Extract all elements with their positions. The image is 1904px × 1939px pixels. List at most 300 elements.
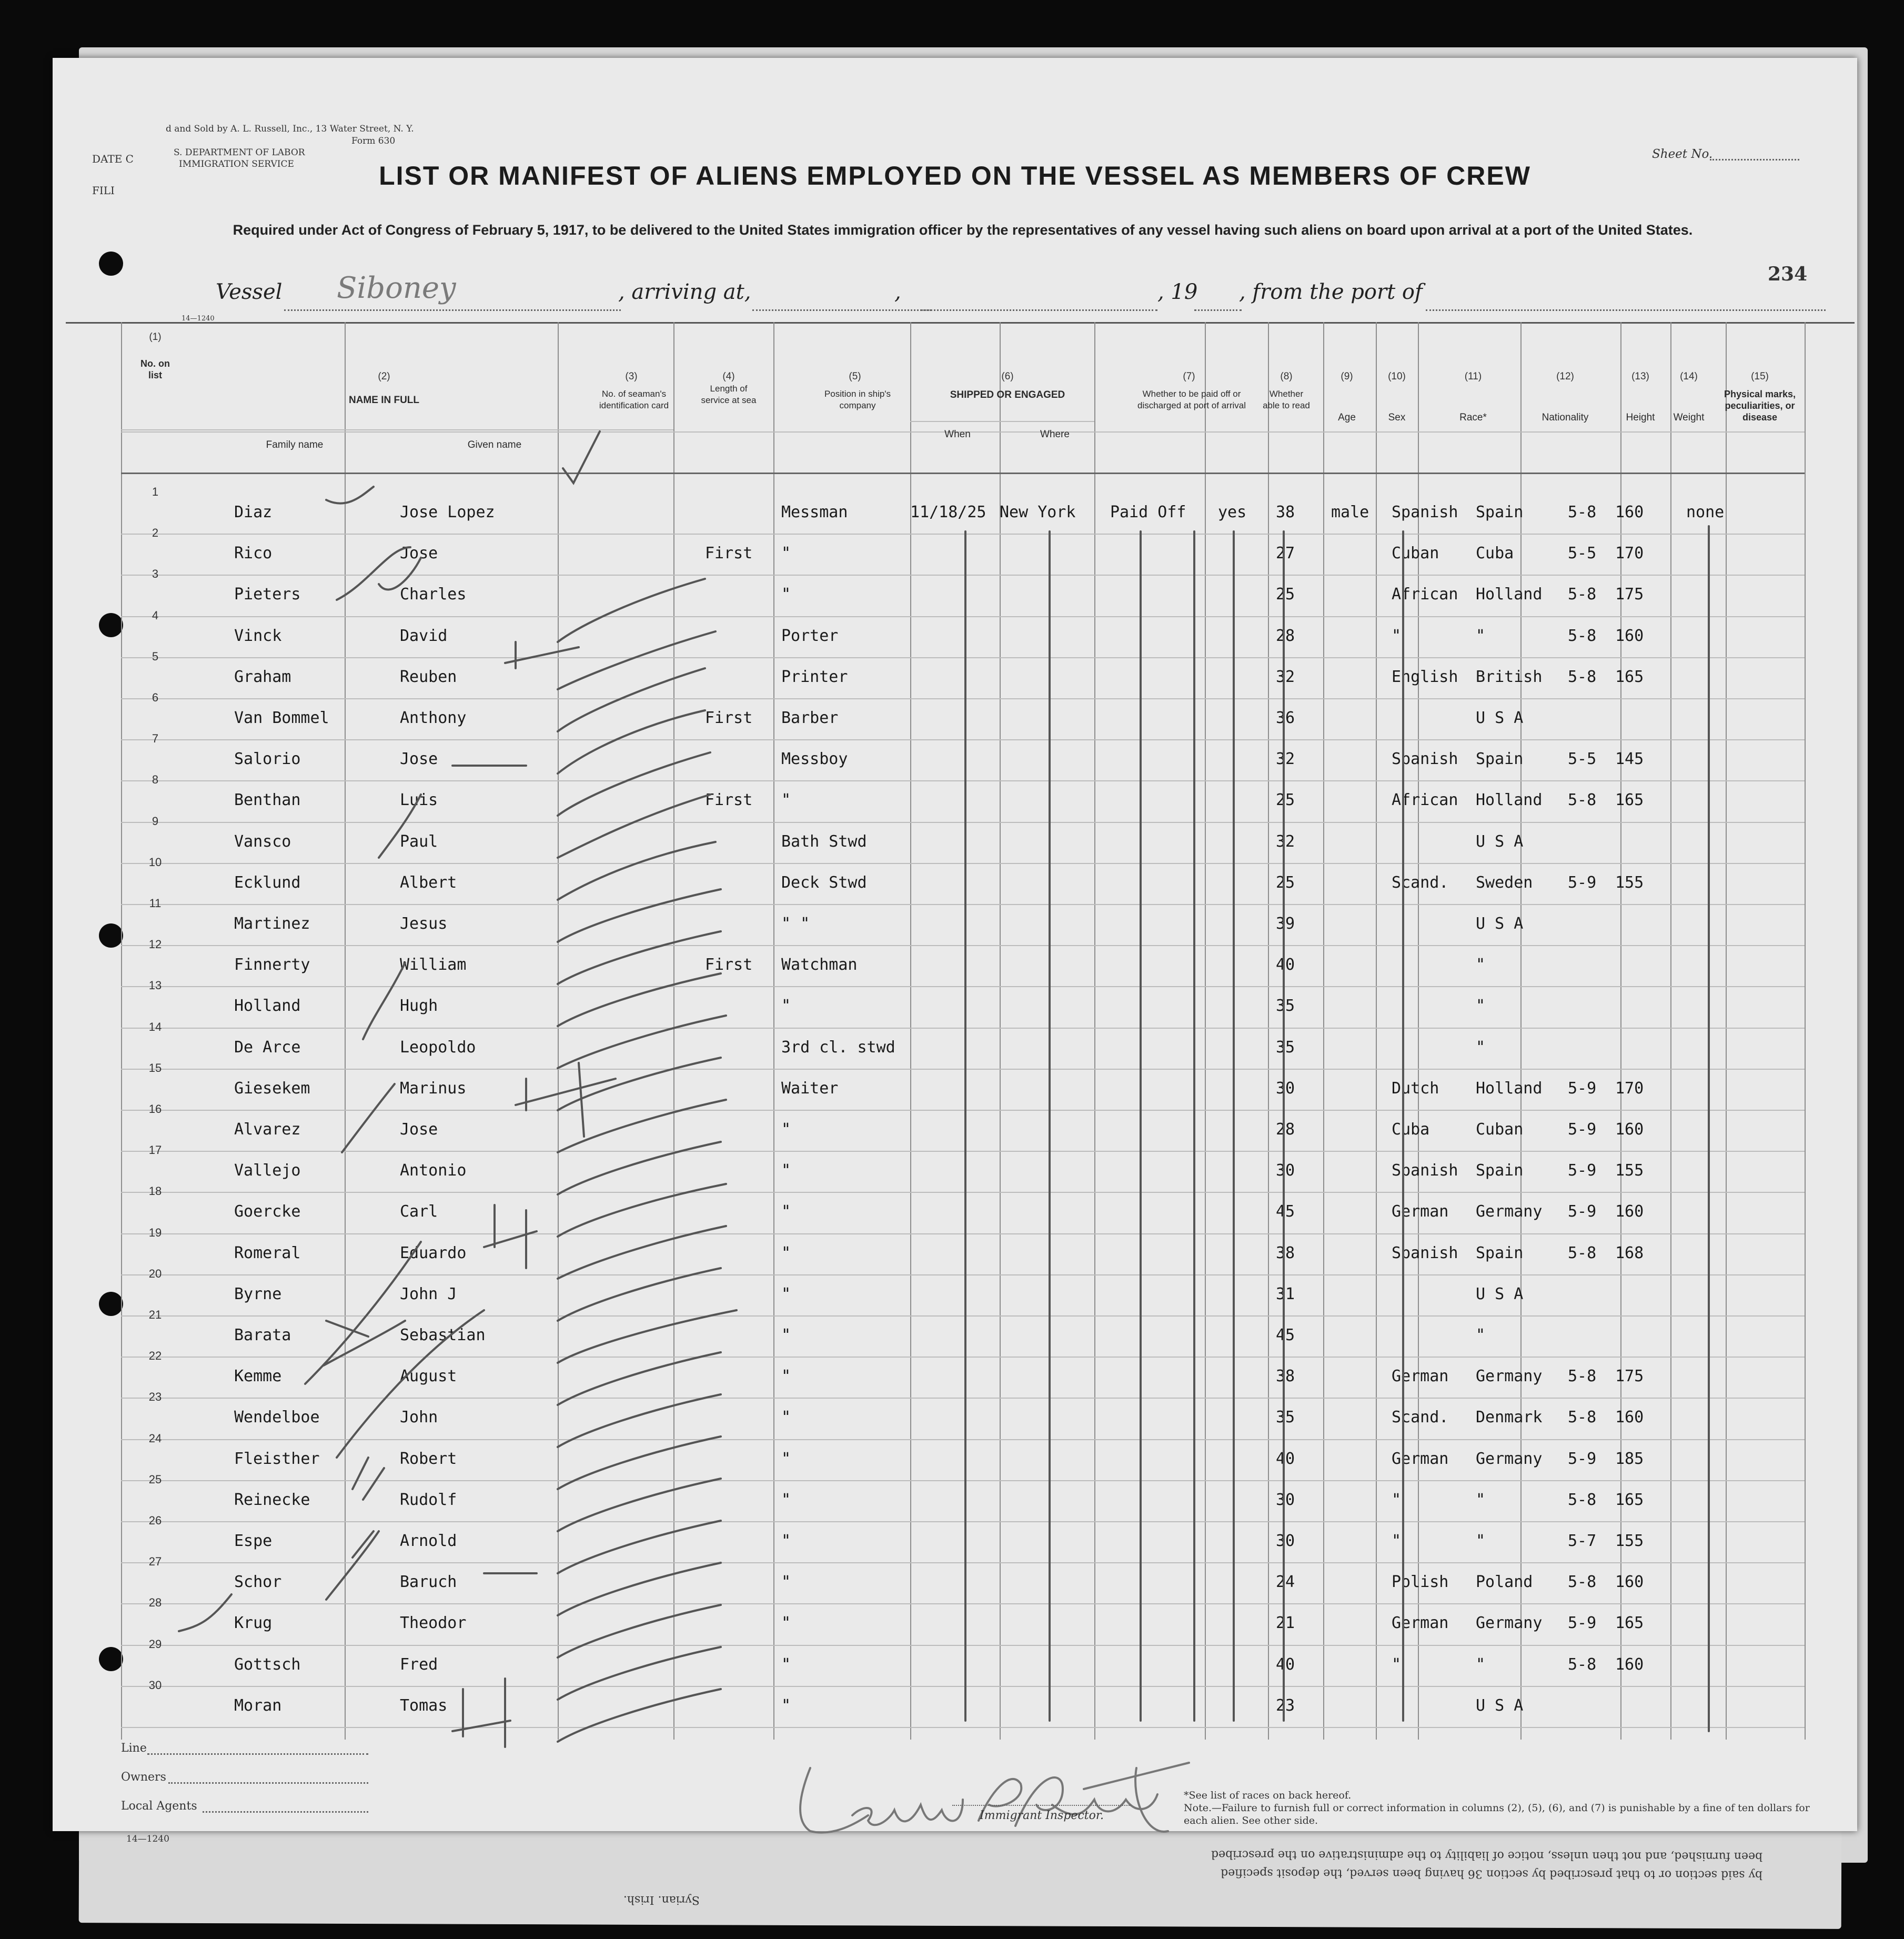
cell-nationality: " bbox=[1476, 626, 1486, 645]
cell-race: " bbox=[1392, 626, 1402, 645]
pencil-annotations bbox=[53, 58, 1857, 1831]
cell-family: Graham bbox=[234, 667, 291, 686]
cell-no: 16 bbox=[148, 1102, 162, 1116]
col-6-num: (6) bbox=[1001, 371, 1014, 382]
cell-position: " bbox=[781, 1284, 791, 1303]
publisher-line: d and Sold by A. L. Russell, Inc., 13 Water Street, N. Y. bbox=[166, 124, 414, 134]
cell-age: 30 bbox=[1276, 1532, 1295, 1550]
cell-nationality: Cuban bbox=[1476, 1120, 1524, 1139]
comma-sep: , bbox=[894, 280, 901, 304]
cell-race: " bbox=[1392, 1490, 1402, 1509]
cell-height: 5-5 bbox=[1568, 544, 1597, 563]
cell-race: Scand. bbox=[1392, 1408, 1449, 1427]
reverse-text-line-2: by said section or to that prescribed by section 36 having been served, the deposit specified bbox=[1221, 1866, 1763, 1882]
manifest-page bbox=[53, 58, 1857, 1844]
col-8-num: (8) bbox=[1280, 371, 1293, 382]
service-line: IMMIGRATION SERVICE bbox=[179, 159, 294, 169]
cell-position: " bbox=[781, 1367, 791, 1386]
page-number: 234 bbox=[1768, 263, 1808, 285]
cell-position: " bbox=[781, 1655, 791, 1674]
cell-position: Messman bbox=[781, 503, 848, 521]
form-code-top: 14—1240 bbox=[182, 315, 215, 323]
cell-age: 40 bbox=[1276, 956, 1295, 974]
cell-family: Salorio bbox=[234, 750, 301, 769]
col-13-num: (13) bbox=[1631, 371, 1649, 382]
cell-paid: Paid Off bbox=[1110, 503, 1186, 521]
col-5-num: (5) bbox=[849, 371, 861, 382]
cell-no: 12 bbox=[148, 938, 162, 951]
cell-age: 38 bbox=[1276, 1243, 1295, 1262]
col-12-num: (12) bbox=[1556, 371, 1574, 382]
vessel-name: Siboney bbox=[337, 271, 456, 305]
cell-age: 25 bbox=[1276, 873, 1295, 892]
cell-position: " bbox=[781, 1573, 791, 1592]
col-14-num: (14) bbox=[1680, 371, 1698, 382]
col-9-num: (9) bbox=[1341, 371, 1353, 382]
cell-service: First bbox=[705, 709, 753, 727]
cell-nationality: U S A bbox=[1476, 832, 1524, 851]
cell-weight: 170 bbox=[1615, 1079, 1644, 1098]
col-4-num: (4) bbox=[722, 371, 735, 382]
cell-given: August bbox=[400, 1367, 457, 1386]
col-8-label: Whether able to read bbox=[1263, 389, 1310, 410]
reverse-text-words: Syrian. Irish. bbox=[623, 1893, 700, 1907]
cell-family: Goercke bbox=[234, 1202, 301, 1221]
reverse-text-line-1: been furnished, and not then unless, notice of liability to the administrative on the prescribed bbox=[1211, 1847, 1763, 1863]
cell-no: 25 bbox=[148, 1472, 162, 1486]
cell-given: Rudolf bbox=[400, 1490, 457, 1509]
cell-position: Deck Stwd bbox=[781, 873, 867, 892]
cell-weight: 160 bbox=[1615, 1573, 1644, 1592]
cell-height: 5-9 bbox=[1568, 1161, 1597, 1180]
cell-nationality: U S A bbox=[1476, 1284, 1524, 1303]
cell-nationality: Poland bbox=[1476, 1573, 1533, 1592]
cell-race: " bbox=[1392, 1655, 1402, 1674]
cell-nationality: U S A bbox=[1476, 1696, 1524, 1715]
cell-given: Sebastian bbox=[400, 1326, 486, 1344]
vessel-label: Vessel bbox=[216, 280, 283, 304]
cell-family: Espe bbox=[234, 1532, 273, 1550]
col-3-num: (3) bbox=[625, 371, 638, 382]
cell-marks: none bbox=[1686, 503, 1725, 521]
cell-nationality: " bbox=[1476, 1655, 1486, 1674]
cell-no: 8 bbox=[152, 773, 159, 787]
line-field bbox=[147, 1753, 368, 1755]
cell-height: 5-7 bbox=[1568, 1532, 1597, 1550]
cell-age: 32 bbox=[1276, 667, 1295, 686]
cell-height: 5-9 bbox=[1568, 1202, 1597, 1221]
cell-given: Reuben bbox=[400, 667, 457, 686]
col-1-num: (1) bbox=[149, 331, 162, 343]
cell-age: 40 bbox=[1276, 1449, 1295, 1468]
cell-position: " bbox=[781, 1449, 791, 1468]
col-14-label: Weight bbox=[1673, 412, 1705, 423]
cell-nationality: " bbox=[1476, 1038, 1486, 1057]
given-name-header: Given name bbox=[467, 439, 522, 450]
cell-nationality: " bbox=[1476, 956, 1486, 974]
cell-given: Jesus bbox=[400, 915, 448, 933]
cell-no: 18 bbox=[148, 1184, 162, 1198]
cell-race: Spanish bbox=[1392, 1243, 1458, 1262]
cell-race: German bbox=[1392, 1367, 1449, 1386]
cell-age: 32 bbox=[1276, 750, 1295, 769]
cell-family: Schor bbox=[234, 1573, 282, 1592]
cell-family: Byrne bbox=[234, 1284, 282, 1303]
cell-no: 22 bbox=[148, 1349, 162, 1363]
cell-family: Moran bbox=[234, 1696, 282, 1715]
cell-position: Printer bbox=[781, 667, 848, 686]
cell-no: 21 bbox=[148, 1308, 162, 1321]
cell-nationality: U S A bbox=[1476, 915, 1524, 933]
cell-race: African bbox=[1392, 791, 1458, 810]
where-header: Where bbox=[1040, 429, 1070, 440]
stamp-date: DATE C bbox=[92, 153, 134, 165]
col-15-label: Physical marks, peculiarities, or disease bbox=[1724, 389, 1796, 423]
cell-position: Porter bbox=[781, 626, 839, 645]
cell-race: English bbox=[1392, 667, 1458, 686]
col-15-num: (15) bbox=[1751, 371, 1769, 382]
cell-no: 6 bbox=[152, 691, 159, 704]
cell-family: Kemme bbox=[234, 1367, 282, 1386]
cell-nationality: Germany bbox=[1476, 1449, 1543, 1468]
cell-weight: 165 bbox=[1615, 667, 1644, 686]
cell-family: Giesekem bbox=[234, 1079, 310, 1098]
cell-no: 28 bbox=[148, 1596, 162, 1610]
cell-given: Anthony bbox=[400, 709, 467, 727]
cell-age: 28 bbox=[1276, 626, 1295, 645]
cell-family: Diaz bbox=[234, 503, 273, 521]
col-1-label: No. on list bbox=[140, 358, 170, 380]
cell-given: Fred bbox=[400, 1655, 438, 1674]
cell-race: Spanish bbox=[1392, 1161, 1458, 1180]
cell-height: 5-8 bbox=[1568, 503, 1597, 521]
cell-given: Hugh bbox=[400, 997, 438, 1016]
cell-where: New York bbox=[1000, 503, 1076, 521]
cell-family: Fleisther bbox=[234, 1449, 320, 1468]
arriving-label: , arriving at, bbox=[618, 280, 751, 304]
cell-height: 5-8 bbox=[1568, 626, 1597, 645]
cell-position: " bbox=[781, 1490, 791, 1509]
cell-family: Ecklund bbox=[234, 873, 301, 892]
cell-position: " bbox=[781, 997, 791, 1016]
cell-nationality: " bbox=[1476, 1532, 1486, 1550]
cell-nationality: Germany bbox=[1476, 1614, 1543, 1633]
cell-weight: 165 bbox=[1615, 1614, 1644, 1633]
cell-no: 13 bbox=[148, 979, 162, 992]
col-3-label: No. of seaman's identification card bbox=[599, 389, 669, 410]
cell-age: 24 bbox=[1276, 1573, 1295, 1592]
cell-no: 2 bbox=[152, 526, 159, 540]
department-line: S. DEPARTMENT OF LABOR bbox=[174, 147, 305, 158]
cell-age: 38 bbox=[1276, 503, 1295, 521]
cell-race: Polish bbox=[1392, 1573, 1449, 1592]
cell-no: 24 bbox=[148, 1431, 162, 1445]
cell-no: 11 bbox=[149, 897, 162, 910]
cell-race: Cuban bbox=[1392, 544, 1439, 563]
cell-family: Alvarez bbox=[234, 1120, 301, 1139]
cell-nationality: Holland bbox=[1476, 585, 1543, 604]
cell-age: 45 bbox=[1276, 1202, 1295, 1221]
cell-family: Holland bbox=[234, 997, 301, 1016]
col-6-label: SHIPPED OR ENGAGED bbox=[950, 389, 1065, 400]
cell-nationality: " bbox=[1476, 1490, 1486, 1509]
cell-nationality: Cuba bbox=[1476, 544, 1514, 563]
cell-nationality: " bbox=[1476, 997, 1486, 1016]
form-number: Form 630 bbox=[351, 136, 396, 146]
cell-height: 5-9 bbox=[1568, 1614, 1597, 1633]
local-agents-label: Local Agents bbox=[121, 1800, 197, 1813]
cell-nationality: British bbox=[1476, 667, 1543, 686]
cell-age: 36 bbox=[1276, 709, 1295, 727]
cell-family: Barata bbox=[234, 1326, 291, 1344]
owners-field bbox=[168, 1782, 368, 1784]
cell-height: 5-8 bbox=[1568, 1573, 1597, 1592]
cell-height: 5-8 bbox=[1568, 791, 1597, 810]
cell-race: Scand. bbox=[1392, 873, 1449, 892]
cell-no: 23 bbox=[148, 1390, 162, 1404]
cell-family: De Arce bbox=[234, 1038, 301, 1057]
cell-given: Jose Lopez bbox=[400, 503, 495, 521]
cell-no: 26 bbox=[148, 1514, 162, 1527]
cell-given: Robert bbox=[400, 1449, 457, 1468]
cell-race: Spanish bbox=[1392, 750, 1458, 769]
cell-age: 32 bbox=[1276, 832, 1295, 851]
cell-given: John bbox=[400, 1408, 438, 1427]
cell-position: " bbox=[781, 1243, 791, 1262]
cell-family: Vallejo bbox=[234, 1161, 301, 1180]
cell-nationality: U S A bbox=[1476, 709, 1524, 727]
cell-given: Luis bbox=[400, 791, 438, 810]
cell-family: Van Bommel bbox=[234, 709, 329, 727]
cell-age: 23 bbox=[1276, 1696, 1295, 1715]
cell-race: African bbox=[1392, 585, 1458, 604]
col-7-num: (7) bbox=[1183, 371, 1195, 382]
race-note: *See list of races on back hereof. bbox=[1184, 1790, 1352, 1801]
cell-weight: 160 bbox=[1615, 1655, 1644, 1674]
cell-given: Jose bbox=[400, 750, 438, 769]
cell-nationality: Denmark bbox=[1476, 1408, 1543, 1427]
cell-position: " " bbox=[781, 915, 810, 933]
col-10-num: (10) bbox=[1388, 371, 1406, 382]
cell-age: 21 bbox=[1276, 1614, 1295, 1633]
col-9-label: Age bbox=[1338, 412, 1356, 423]
inspector-label: Immigrant Inspector. bbox=[952, 1805, 1131, 1822]
cell-given: Albert bbox=[400, 873, 457, 892]
cell-nationality: Germany bbox=[1476, 1202, 1543, 1221]
cell-position: 3rd cl. stwd bbox=[781, 1038, 895, 1057]
cell-given: Tomas bbox=[400, 1696, 448, 1715]
cell-nationality: Spain bbox=[1476, 503, 1524, 521]
cell-given: Jose bbox=[400, 1120, 438, 1139]
cell-age: 28 bbox=[1276, 1120, 1295, 1139]
cell-given: Eduardo bbox=[400, 1243, 467, 1262]
cell-height: 5-8 bbox=[1568, 1367, 1597, 1386]
cell-race: " bbox=[1392, 1532, 1402, 1550]
cell-weight: 160 bbox=[1615, 626, 1644, 645]
cell-weight: 160 bbox=[1615, 503, 1644, 521]
cell-read: yes bbox=[1218, 503, 1247, 521]
cell-age: 25 bbox=[1276, 585, 1295, 604]
col-2-label: NAME IN FULL bbox=[348, 395, 420, 406]
cell-family: Gottsch bbox=[234, 1655, 301, 1674]
cell-age: 35 bbox=[1276, 997, 1295, 1016]
cell-weight: 165 bbox=[1615, 791, 1644, 810]
cell-age: 30 bbox=[1276, 1490, 1295, 1509]
cell-family: Pieters bbox=[234, 585, 301, 604]
cell-position: Watchman bbox=[781, 956, 858, 974]
cell-family: Vansco bbox=[234, 832, 291, 851]
cell-family: Vinck bbox=[234, 626, 282, 645]
family-name-header: Family name bbox=[266, 439, 324, 450]
cell-weight: 155 bbox=[1615, 1161, 1644, 1180]
cell-position: " bbox=[781, 544, 791, 563]
cell-no: 17 bbox=[148, 1143, 162, 1157]
col-13-label: Height bbox=[1626, 412, 1655, 423]
cell-no: 29 bbox=[148, 1637, 162, 1651]
cell-weight: 145 bbox=[1615, 750, 1644, 769]
cell-age: 30 bbox=[1276, 1079, 1295, 1098]
cell-height: 5-9 bbox=[1568, 1079, 1597, 1098]
col-5-label: Position in ship's company bbox=[824, 389, 891, 410]
cell-position: Messboy bbox=[781, 750, 848, 769]
col-11-label: Race* bbox=[1459, 412, 1487, 423]
col-7-label: Whether to be paid off or discharged at port of arrival bbox=[1137, 389, 1246, 410]
cell-service: First bbox=[705, 791, 753, 810]
cell-age: 40 bbox=[1276, 1655, 1295, 1674]
stamp-fil: FILI bbox=[92, 184, 115, 197]
cell-no: 14 bbox=[148, 1020, 162, 1033]
cell-sex: male bbox=[1331, 503, 1369, 521]
cell-given: Theodor bbox=[400, 1614, 467, 1633]
cell-race: German bbox=[1392, 1614, 1449, 1633]
cell-family: Martinez bbox=[234, 915, 310, 933]
cell-age: 38 bbox=[1276, 1367, 1295, 1386]
cell-race: German bbox=[1392, 1202, 1449, 1221]
line-label: Line bbox=[121, 1742, 147, 1755]
cell-position: " bbox=[781, 791, 791, 810]
cell-no: 20 bbox=[148, 1267, 162, 1280]
cell-age: 39 bbox=[1276, 915, 1295, 933]
cell-no: 1 bbox=[152, 485, 159, 498]
cell-service: First bbox=[705, 956, 753, 974]
col-2-num: (2) bbox=[378, 371, 390, 382]
cell-nationality: Holland bbox=[1476, 1079, 1543, 1098]
cell-height: 5-9 bbox=[1568, 873, 1597, 892]
cell-no: 10 bbox=[148, 855, 162, 869]
form-code-bottom: 14—1240 bbox=[126, 1834, 169, 1844]
cell-no: 30 bbox=[148, 1678, 162, 1692]
page-title: LIST OR MANIFEST OF ALIENS EMPLOYED ON THE VESSEL AS MEMBERS OF CREW bbox=[379, 161, 1531, 190]
col-12-label: Nationality bbox=[1542, 412, 1589, 423]
owners-label: Owners bbox=[121, 1771, 166, 1784]
cell-no: 9 bbox=[152, 814, 159, 828]
cell-height: 5-8 bbox=[1568, 585, 1597, 604]
cell-weight: 175 bbox=[1615, 585, 1644, 604]
cell-height: 5-9 bbox=[1568, 1120, 1597, 1139]
cell-position: " bbox=[781, 1161, 791, 1180]
cell-height: 5-8 bbox=[1568, 1655, 1597, 1674]
cell-height: 5-8 bbox=[1568, 1408, 1597, 1427]
col-10-label: Sex bbox=[1388, 412, 1406, 423]
cell-nationality: Sweden bbox=[1476, 873, 1533, 892]
cell-no: 19 bbox=[148, 1225, 162, 1239]
cell-height: 5-8 bbox=[1568, 667, 1597, 686]
local-agents-field bbox=[203, 1811, 368, 1813]
cell-position: " bbox=[781, 1532, 791, 1550]
cell-position: " bbox=[781, 1120, 791, 1139]
cell-weight: 160 bbox=[1615, 1202, 1644, 1221]
cell-family: Rico bbox=[234, 544, 273, 563]
cell-position: " bbox=[781, 1326, 791, 1344]
cell-position: " bbox=[781, 585, 791, 604]
cell-when: 11/18/25 bbox=[910, 503, 986, 521]
cell-weight: 160 bbox=[1615, 1408, 1644, 1427]
cell-given: Baruch bbox=[400, 1573, 457, 1592]
cell-given: Paul bbox=[400, 832, 438, 851]
cell-nationality: Spain bbox=[1476, 1243, 1524, 1262]
cell-weight: 185 bbox=[1615, 1449, 1644, 1468]
cell-age: 27 bbox=[1276, 544, 1295, 563]
cell-nationality: Germany bbox=[1476, 1367, 1543, 1386]
cell-given: Leopoldo bbox=[400, 1038, 476, 1057]
cell-age: 31 bbox=[1276, 1284, 1295, 1303]
col-4-label: Length of service at sea bbox=[701, 384, 757, 405]
cell-race: German bbox=[1392, 1449, 1449, 1468]
cell-no: 4 bbox=[152, 608, 159, 622]
cell-family: Benthan bbox=[234, 791, 301, 810]
cell-family: Finnerty bbox=[234, 956, 310, 974]
cell-no: 5 bbox=[152, 649, 159, 663]
cell-weight: 160 bbox=[1615, 1120, 1644, 1139]
from-port-label: , from the port of bbox=[1239, 280, 1423, 304]
cell-given: John J bbox=[400, 1284, 457, 1303]
sheet-no-label: Sheet No. bbox=[1652, 147, 1713, 161]
cell-no: 3 bbox=[152, 567, 159, 581]
inspector-signature bbox=[789, 1752, 1200, 1842]
penalty-note: Note.—Failure to furnish full or correct information in columns (2), (5), (6), and (7) is punishable by a fine of ten dollars for each alien. See other side. bbox=[1184, 1802, 1810, 1826]
cell-given: Carl bbox=[400, 1202, 438, 1221]
cell-weight: 155 bbox=[1615, 1532, 1644, 1550]
cell-age: 30 bbox=[1276, 1161, 1295, 1180]
cell-given: David bbox=[400, 626, 448, 645]
cell-given: Antonio bbox=[400, 1161, 467, 1180]
cell-position: Bath Stwd bbox=[781, 832, 867, 851]
cell-weight: 175 bbox=[1615, 1367, 1644, 1386]
cell-position: " bbox=[781, 1696, 791, 1715]
cell-height: 5-8 bbox=[1568, 1243, 1597, 1262]
cell-given: Charles bbox=[400, 585, 467, 604]
cell-no: 15 bbox=[148, 1061, 162, 1074]
cell-age: 35 bbox=[1276, 1038, 1295, 1057]
cell-height: 5-8 bbox=[1568, 1490, 1597, 1509]
cell-position: " bbox=[781, 1408, 791, 1427]
cell-nationality: Spain bbox=[1476, 1161, 1524, 1180]
cell-weight: 168 bbox=[1615, 1243, 1644, 1262]
cell-family: Romeral bbox=[234, 1243, 301, 1262]
cell-given: Arnold bbox=[400, 1532, 457, 1550]
cell-nationality: Holland bbox=[1476, 791, 1543, 810]
cell-family: Wendelboe bbox=[234, 1408, 320, 1427]
cell-family: Krug bbox=[234, 1614, 273, 1633]
cell-no: 7 bbox=[152, 732, 159, 746]
cell-family: Reinecke bbox=[234, 1490, 310, 1509]
cell-race: Cuba bbox=[1392, 1120, 1430, 1139]
cell-position: " bbox=[781, 1202, 791, 1221]
year-label: , 19 bbox=[1157, 280, 1198, 304]
cell-given: Marinus bbox=[400, 1079, 467, 1098]
cell-nationality: Spain bbox=[1476, 750, 1524, 769]
cell-race: Spanish bbox=[1392, 503, 1458, 521]
